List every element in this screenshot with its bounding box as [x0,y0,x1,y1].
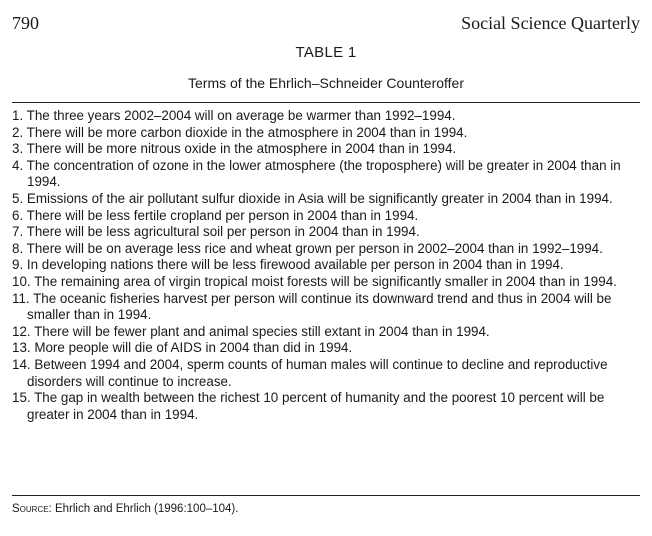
page-number: 790 [12,13,39,33]
term-item: 3. There will be more nitrous oxide in the atmosphere in 2004 than in 1994. [12,141,457,157]
term-item: 12. There will be fewer plant and animal species still extant in 2004 than in 1994. [12,323,490,339]
term-item: 14. Between 1994 and 2004, sperm counts of human males will continue to decline and reproductive disorders will continue to increase. [12,356,608,389]
source-label: Source: [12,503,52,515]
term-item: 2. There will be more carbon dioxide in the atmosphere in 2004 than in 1994. [12,124,468,140]
source-text: Ehrlich and Ehrlich (1996:100–104). [54,503,239,515]
journal-name: Social Science Quarterly [461,13,640,33]
source-note [12,502,238,516]
table-bottom-rule [12,495,640,496]
term-item: 11. The oceanic fisheries harvest per person will continue its downward trend and thus in 2004 will be smaller than in 1994. [12,290,612,323]
term-item: 9. In developing nations there will be less firewood available per person in 2004 than in 1994. [12,257,564,273]
table-top-rule [12,102,640,103]
terms-list [12,108,638,423]
table-label: TABLE 1 [295,44,357,61]
term-item: 13. More people will die of AIDS in 2004 than did in 1994. [12,340,353,356]
term-item: 4. The concentration of ozone in the lower atmosphere (the troposphere) will be greater in 2004 than in 1994. [12,157,621,190]
term-item: 6. There will be less fertile cropland per person in 2004 than in 1994. [12,207,419,223]
term-item: 15. The gap in wealth between the richest 10 percent of humanity and the poorest 10 percent will be greater in 2004 than in 1994. [12,390,605,422]
table-caption: Terms of the Ehrlich–Schneider Counteroffer [188,75,464,91]
term-item: 7. There will be less agricultural soil per person in 2004 than in 1994. [12,224,420,240]
term-item: 8. There will be on average less rice and wheat grown per person in 2002–2004 than in 1992–1994. [12,240,603,256]
term-item: 10. The remaining area of virgin tropical moist forests will be significantly smaller in 2004 than in 1994. [12,273,617,289]
term-item: 5. Emissions of the air pollutant sulfur dioxide in Asia will be significantly greater in 2004 than in 1994. [12,190,613,206]
term-item: 1. The three years 2002–2004 will on average be warmer than 1992–1994. [12,108,456,123]
